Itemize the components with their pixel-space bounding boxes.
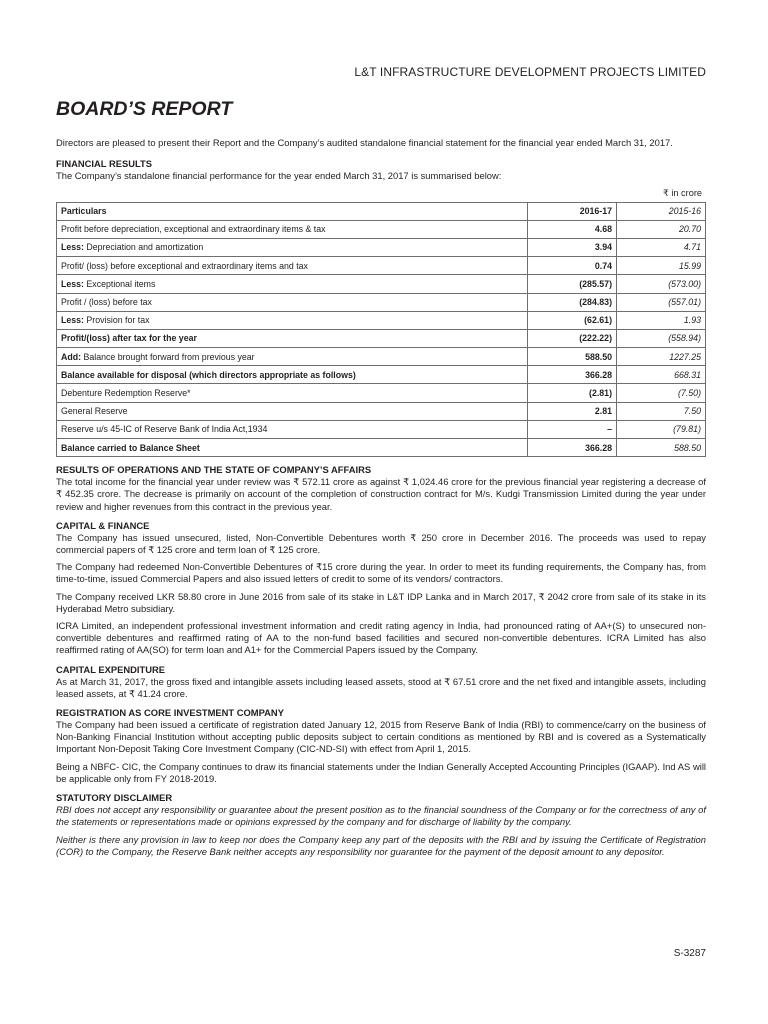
value-2016-17: 588.50 [528, 348, 617, 366]
table-row [57, 220, 706, 238]
financial-results-heading: FINANCIAL RESULTS [56, 158, 153, 170]
value-2015-16: (7.50) [617, 384, 706, 402]
value-2016-17: (2.81) [528, 384, 617, 402]
row-label: Profit / (loss) before tax [61, 297, 152, 308]
section-heading: RESULTS OF OPERATIONS AND THE STATE OF COMPANY’S AFFAIRS [56, 464, 372, 476]
row-label: Profit/ (loss) before exceptional and extraordinary items and tax [61, 260, 308, 271]
report-body [56, 137, 706, 858]
column-header-2016-17: 2016-17 [528, 202, 617, 220]
report-section [56, 520, 706, 657]
table-row [57, 366, 706, 384]
row-lead-label: Add: [61, 351, 82, 362]
row-label: Depreciation and amortization [83, 242, 204, 253]
section-paragraph: As at March 31, 2017, the gross fixed and intangible assets including leased assets, stood at ₹ 67.51 crore and the net fixed and intangible assets, including leased assets, at ₹ 41.24 crore. [56, 675, 706, 699]
row-particulars [57, 257, 528, 275]
value-2015-16: (558.94) [617, 329, 706, 347]
row-label: General Reserve [61, 406, 128, 417]
value-2016-17: 3.94 [528, 238, 617, 256]
value-2015-16: 15.99 [617, 257, 706, 275]
row-lead-label: Less: [61, 278, 84, 289]
value-2015-16: 20.70 [617, 220, 706, 238]
value-2016-17: (284.83) [528, 293, 617, 311]
financial-results-table [56, 202, 706, 458]
section-paragraph: ICRA Limited, an independent professional investment information and credit rating agency in India, had pronounced rating of AA+(S) to unsecured non-convertible debentures and reaffirmed rating of AA to the non-fund based facilities and secured non-convertible debentures. ICRA Limited has also reaffirmed rating of AA(SO) for term loan and A1+ for the Commercial Papers issued by the Company. [56, 620, 706, 656]
section-paragraph: The Company received LKR 58.80 crore in June 2016 from sale of its stake in L&T IDP Lanka and in March 2017, ₹ 2042 crore from sale of its stake in its Hyderabad Metro subsidiary. [56, 590, 706, 614]
row-lead-label: Less: [61, 315, 84, 326]
table-row [57, 384, 706, 402]
row-particulars [57, 293, 528, 311]
value-2016-17: 366.28 [528, 366, 617, 384]
report-section [56, 792, 706, 858]
table-row [57, 275, 706, 293]
row-lead-label: Less: [61, 242, 84, 253]
row-particulars [57, 329, 528, 347]
report-section [56, 464, 706, 513]
value-2015-16: (79.81) [617, 420, 706, 438]
value-2016-17: 366.28 [528, 439, 617, 457]
company-name-header: L&T INFRASTRUCTURE DEVELOPMENT PROJECTS LIMITED [354, 65, 706, 79]
value-2015-16: 4.71 [617, 238, 706, 256]
table-row [57, 402, 706, 420]
table-row [57, 257, 706, 275]
report-sections [56, 464, 706, 858]
section-paragraph: The Company had been issued a certificate of registration dated January 12, 2015 from Reserve Bank of India (RBI) to commence/carry on the business of Non-Banking Financial Institution without accepting public deposits subject to certain conditions as mentioned by RBI and is covered as a Systematically Important Non-Deposit Taking Core Investment Company (CIC-ND-SI) with effect from April 1, 2015. [56, 719, 706, 755]
currency-unit-note: ₹ in crore [662, 188, 702, 199]
row-particulars [57, 275, 528, 293]
row-particulars [57, 311, 528, 329]
row-label: Exceptional items [83, 278, 156, 289]
table-row [57, 329, 706, 347]
row-label: Profit before depreciation, exceptional and extraordinary items & tax [61, 224, 326, 235]
row-label: Reserve u/s 45-IC of Reserve Bank of India Act,1934 [61, 424, 268, 435]
row-particulars [57, 439, 528, 457]
value-2015-16: 7.50 [617, 402, 706, 420]
report-section [56, 707, 706, 785]
report-title: BOARD’S REPORT [56, 98, 233, 120]
value-2015-16: 1227.25 [617, 348, 706, 366]
row-label: Balance carried to Balance Sheet [61, 442, 200, 453]
intro-paragraph: Directors are pleased to present their Report and the Company’s audited standalone financial statement for the financial year ended March 31, 2017. [56, 137, 673, 148]
row-label: Provision for tax [83, 315, 150, 326]
table-row [57, 238, 706, 256]
column-header-particulars: Particulars [57, 202, 528, 220]
section-paragraph: Being a NBFC- CIC, the Company continues to draw its financial statements under the Indian Generally Accepted Accounting Principles (IGAAP). Ind AS will be applicable only from FY 2018-2019. [56, 760, 706, 784]
row-particulars [57, 402, 528, 420]
table-row [57, 439, 706, 457]
section-paragraph: The Company had redeemed Non-Convertible Debentures of ₹15 crore during the year. In order to meet its funding requirements, the Company has, from time-to-time, issued Commercial Papers and also issued letters of credit to some of its vendors/ contractors. [56, 561, 706, 585]
value-2016-17: (62.61) [528, 311, 617, 329]
table-row [57, 311, 706, 329]
column-header-2015-16: 2015-16 [617, 202, 706, 220]
value-2015-16: 668.31 [617, 366, 706, 384]
section-heading: CAPITAL EXPENDITURE [56, 663, 166, 675]
row-label: Debenture Redemption Reserve* [61, 387, 191, 398]
section-heading: REGISTRATION AS CORE INVESTMENT COMPANY [56, 707, 284, 719]
value-2016-17: (285.57) [528, 275, 617, 293]
value-2015-16: 588.50 [617, 439, 706, 457]
value-2016-17: 4.68 [528, 220, 617, 238]
section-paragraph: RBI does not accept any responsibility or guarantee about the present position as to the financial soundness of the Company or for the correctness of any of the statements or representations made or opinions expressed by the company and for discharge of liability by the company. [56, 804, 706, 828]
value-2016-17: – [528, 420, 617, 438]
section-paragraph: The total income for the financial year under review was ₹ 572.11 crore as against ₹ 1,024.46 crore for the previous financial year registering a decrease of ₹ 452.35 crore. The decrease is primarily on account of the completion of construction contract for M/s. Kudgi Transmission Limited during the year under review and higher revenues from this contract in the previous year. [56, 476, 706, 512]
table-row [57, 293, 706, 311]
value-2016-17: 2.81 [528, 402, 617, 420]
value-2015-16: 1.93 [617, 311, 706, 329]
row-particulars [57, 238, 528, 256]
row-particulars [57, 420, 528, 438]
row-particulars [57, 384, 528, 402]
row-label: Balance brought forward from previous year [81, 351, 255, 362]
value-2015-16: (557.01) [617, 293, 706, 311]
row-particulars [57, 366, 528, 384]
table-row [57, 348, 706, 366]
value-2016-17: (222.22) [528, 329, 617, 347]
row-particulars [57, 220, 528, 238]
table-row [57, 420, 706, 438]
table-header-row [57, 202, 706, 220]
row-particulars [57, 348, 528, 366]
row-label: Profit/(loss) after tax for the year [61, 333, 197, 344]
section-heading: CAPITAL & FINANCE [56, 519, 150, 531]
page-number: S-3287 [673, 948, 706, 959]
report-section [56, 664, 706, 700]
section-heading: STATUTORY DISCLAIMER [56, 792, 173, 804]
row-label: Balance available for disposal (which directors appropriate as follows) [61, 369, 356, 380]
section-paragraph: Neither is there any provision in law to keep nor does the Company keep any part of the deposits with the RBI and by issuing the Certificate of Registration (COR) to the Company, the Reserve Bank neither accepts any responsibility nor guarantee for the payment of the deposit amount to any depositor. [56, 833, 706, 857]
financial-results-text: The Company’s standalone financial performance for the year ended March 31, 2017 is summarised below: [56, 170, 502, 182]
value-2016-17: 0.74 [528, 257, 617, 275]
value-2015-16: (573.00) [617, 275, 706, 293]
section-paragraph: The Company has issued unsecured, listed, Non-Convertible Debentures worth ₹ 250 crore in December 2016. The proceeds was used to repay commercial papers of ₹ 125 crore and term loan of ₹ 125 crore. [56, 531, 706, 556]
